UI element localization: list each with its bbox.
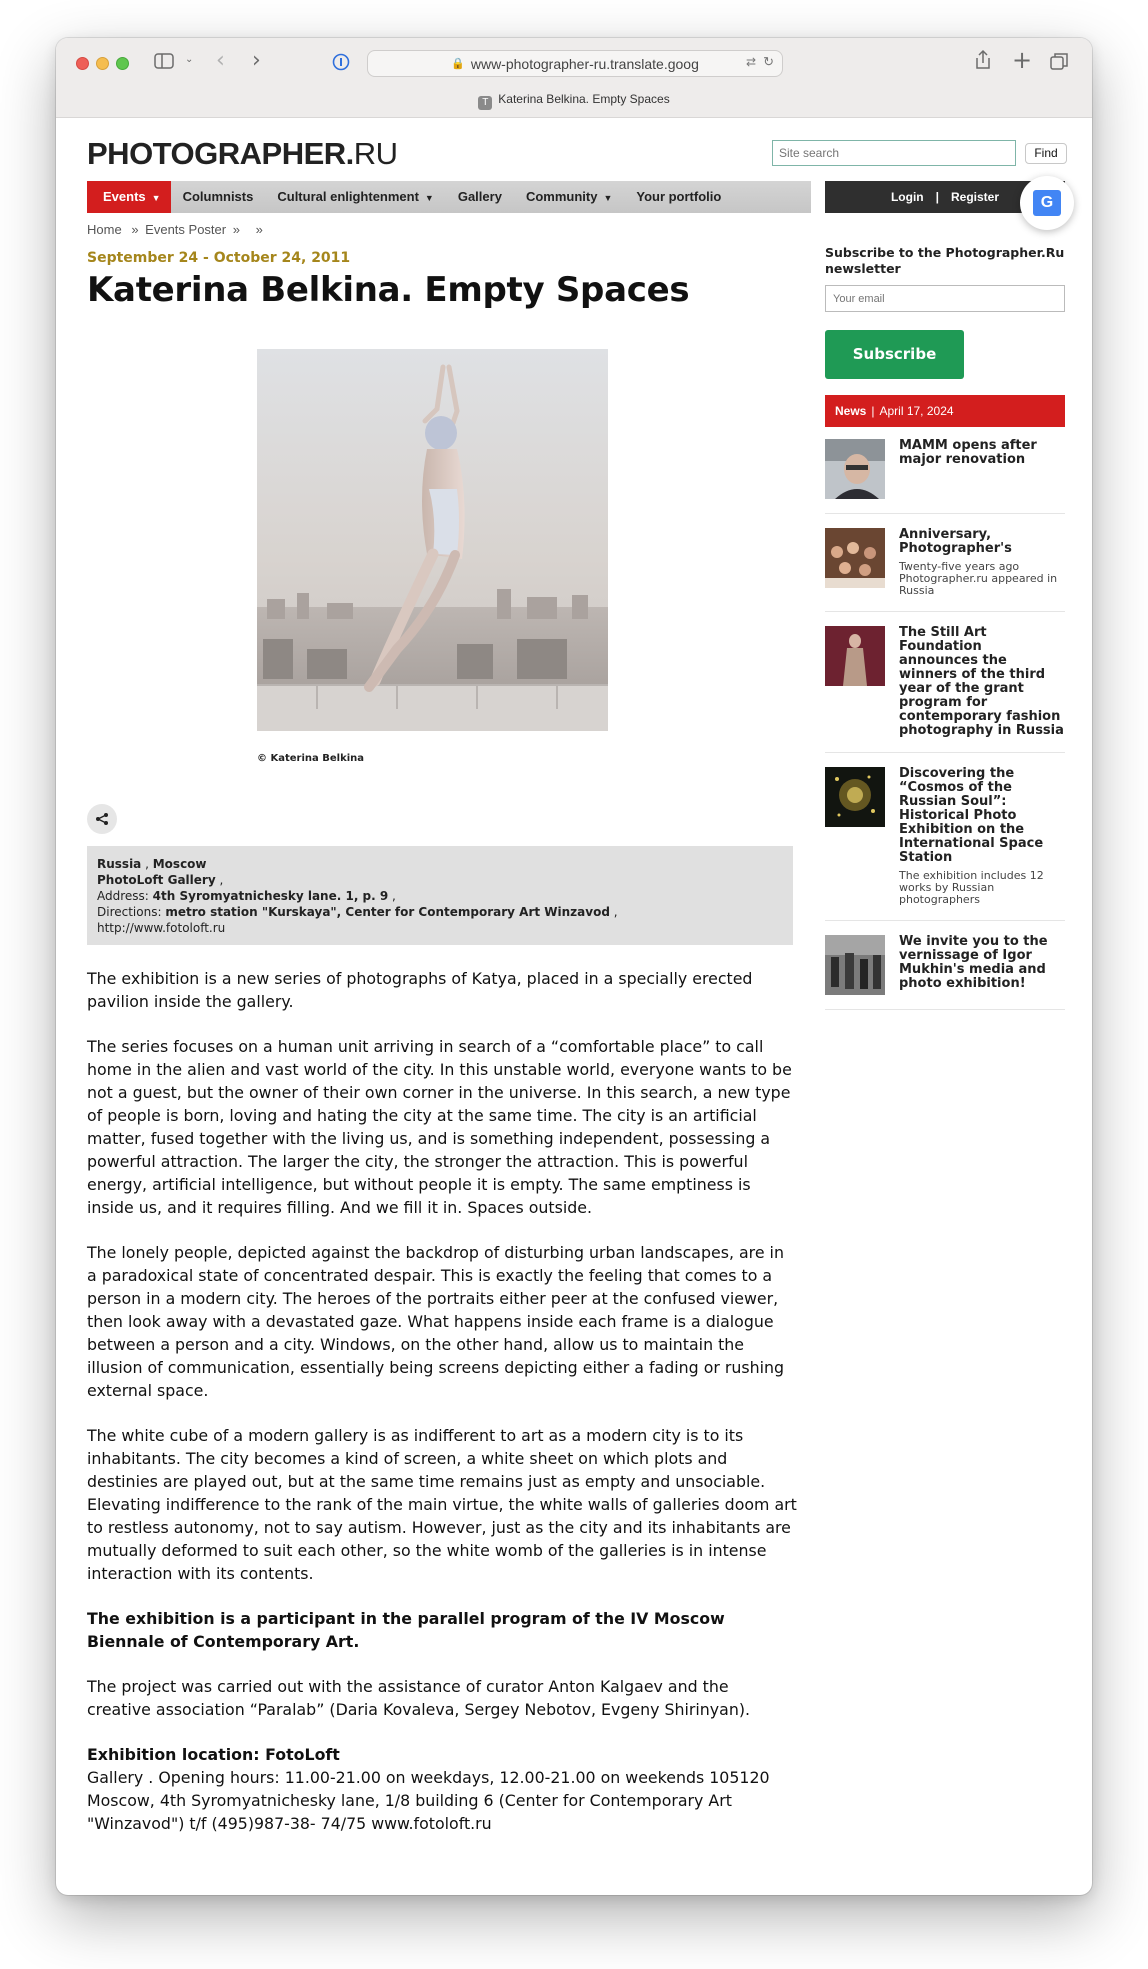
article-paragraph: The white cube of a modern gallery is as indifferent to art as a modern city is to its inhabitants. The city becomes a kind of screen, a white sheet on which plots and destinies are played out, but at the same time remains just as empty and unsociable. Elevating indifference to the rank of the main virtue, the white walls of galleries doom art to restless autonomy, not to say autism. However, just as the city and its inhabitants are mutually deformed to suit each other, so the white womb of the galleries is in intense interaction with its contents.: [87, 1426, 797, 1583]
news-separator: |: [871, 404, 875, 418]
breadcrumb-separator: »: [255, 222, 263, 237]
article-body: [87, 967, 797, 1857]
auth-separator: |: [935, 190, 939, 204]
subscribe-title: Subscribe to the Photographer.Ru newsletter: [825, 245, 1065, 276]
caret-down-icon: ▼: [424, 193, 434, 203]
exhibition-location: [87, 1743, 797, 1835]
site-search-input[interactable]: [772, 140, 1016, 166]
nav-cultural-enlightenment[interactable]: [265, 181, 445, 213]
google-translate-icon: G: [1033, 190, 1061, 216]
article-paragraph: The project was carried out with the assistance of curator Anton Kalgaev and the creative association “Paralab” (Daria Kovaleva, Sergey Nebotov, Evgeny Shirinyan).: [87, 1677, 751, 1719]
news-title[interactable]: Anniversary, Photographer's: [899, 527, 1012, 556]
nav-events-label: Events: [103, 189, 146, 204]
location-info-box: [87, 846, 793, 945]
news-description: Twenty-five years ago Photographer.ru appeared in Russia: [899, 560, 1058, 597]
nav-gallery[interactable]: [446, 181, 514, 213]
browser-window: [56, 38, 1092, 1895]
translate-icon[interactable]: ⇄: [745, 55, 756, 69]
nav-gallery-label: Gallery: [457, 189, 502, 204]
find-button[interactable]: Find: [1025, 143, 1067, 164]
exhibition-photo[interactable]: [257, 349, 608, 731]
venue-website-link[interactable]: http://www.fotoloft.ru: [97, 921, 226, 935]
logo-light: RU: [353, 136, 398, 171]
fotoloft-link[interactable]: www.fotoloft.ru: [371, 1814, 492, 1833]
news-thumbnail[interactable]: [825, 528, 885, 588]
nav-columnists-label: Columnists: [182, 189, 254, 204]
url-text: www-photographer-ru.translate.goog: [470, 55, 699, 72]
breadcrumb-home[interactable]: Home: [87, 222, 122, 237]
location-region: Russia , Moscow: [97, 857, 207, 871]
news-thumbnail[interactable]: [825, 935, 885, 995]
news-item[interactable]: [825, 753, 1065, 921]
breadcrumb: [87, 222, 263, 237]
breadcrumb-separator: »: [131, 222, 139, 237]
address-label: Address:: [97, 889, 149, 903]
news-description: The exhibition includes 12 works by Russian photographers: [899, 869, 1044, 906]
share-button[interactable]: [87, 804, 117, 834]
news-label: News: [835, 404, 867, 418]
news-item[interactable]: [825, 921, 1065, 1010]
tab-overview-icon[interactable]: [1050, 52, 1068, 74]
nav-cultural-label: Cultural enlightenment: [277, 189, 419, 204]
breadcrumb-events-poster[interactable]: Events Poster: [145, 222, 227, 237]
address-bar[interactable]: [367, 50, 783, 77]
venue-link[interactable]: PhotoLoft Gallery: [97, 873, 216, 887]
news-thumbnail[interactable]: [825, 767, 885, 827]
location-venue-row: PhotoLoft Gallery ,: [97, 873, 224, 887]
share-browser-icon[interactable]: [974, 49, 992, 75]
article-paragraph: The series focuses on a human unit arriving in search of a “comfortable place” to call home in the alien and vast world of the city. In this unstable world, everyone wants to be not a guest, but the owner of their own corner in the universe. In this search, a new type of people is born, loving and hating the city at the same time. The city is an artificial matter, fused together with the living us, and is something independent, possessing a powerful attraction. The larger the city, the stronger the attraction. This is powerful energy, artificial intelligence, but without people it is empty. The same emptiness is inside us, and it requires filling. And we fill it in. Spaces outside.: [87, 1037, 792, 1217]
chevron-down-icon[interactable]: ⌄: [185, 54, 194, 65]
event-dates: September 24 - October 24, 2011: [87, 250, 351, 266]
directions-value: metro station "Kurskaya", Center for Contemporary Art Winzavod: [165, 905, 610, 919]
share-icon: [95, 812, 109, 826]
nav-portfolio-label: Your portfolio: [636, 189, 722, 204]
subscribe-button[interactable]: Subscribe: [825, 330, 964, 379]
forward-icon[interactable]: ›: [252, 48, 261, 73]
nav-events[interactable]: [87, 181, 171, 213]
news-thumbnail[interactable]: [825, 626, 885, 686]
browser-toolbar: [56, 38, 1092, 118]
location-address-row: Address: 4th Syromyatnichesky lane. 1, p. 9 ,: [97, 889, 396, 903]
news-title[interactable]: MAMM opens after major renovation: [899, 438, 1037, 467]
news-date: April 17, 2024: [879, 404, 954, 418]
active-tab[interactable]: [56, 92, 1092, 110]
sidebar: [825, 245, 1065, 1010]
news-title[interactable]: We invite you to the vernissage of Igor Mukhin's media and photo exhibition!: [899, 934, 1048, 991]
location-directions-row: Directions: metro station "Kurskaya", Center for Contemporary Art Winzavod ,: [97, 905, 618, 919]
close-window-button[interactable]: [76, 57, 89, 70]
google-translate-button[interactable]: [1020, 176, 1074, 230]
login-link[interactable]: Login: [890, 190, 924, 204]
directions-label: Directions:: [97, 905, 162, 919]
tab-title: Katerina Belkina. Empty Spaces: [498, 92, 670, 106]
location-city: Moscow: [152, 857, 207, 871]
biennale-note: The exhibition is a participant in the parallel program of the IV Moscow Biennale of Contemporary Art.: [87, 1609, 725, 1651]
nav-community-label: Community: [525, 189, 598, 204]
news-item[interactable]: [825, 427, 1065, 514]
breadcrumb-separator: »: [232, 222, 240, 237]
register-link[interactable]: Register: [950, 190, 1000, 204]
news-thumbnail[interactable]: [825, 439, 885, 499]
sidebar-toggle-icon[interactable]: [154, 52, 174, 74]
location-country: Russia: [97, 857, 142, 871]
password-icon[interactable]: [332, 53, 350, 75]
article-paragraph: The exhibition is a new series of photographs of Katya, placed in a specially erected pavilion inside the gallery.: [87, 969, 753, 1011]
article-paragraph: The lonely people, depicted against the backdrop of disturbing urban landscapes, are in a paradoxical state of concentrated despair. This is exactly the feeling that comes to a person in a modern city. The heroes of the portraits either peer at the confused viewer, then look away with a devastated gaze. What happens inside each frame is a dialogue between a person and a city. Windows, on the other hand, allow us to maintain the illusion of communication, essentially being screens depicting either a fading or rushing external space.: [87, 1243, 785, 1400]
page-title: Katerina Belkina. Empty Spaces: [87, 270, 690, 310]
reload-icon[interactable]: ↻: [763, 54, 774, 69]
news-item[interactable]: [825, 612, 1065, 753]
back-icon[interactable]: ‹: [216, 48, 225, 73]
main-nav: [87, 181, 811, 213]
news-title[interactable]: The Still Art Foundation announces the winners of the third year of the grant program for contemporary fashion photography in Russia: [899, 625, 1064, 738]
favicon-icon: T: [478, 96, 492, 110]
new-tab-icon[interactable]: +: [1012, 46, 1033, 74]
logo-bold: PHOTOGRAPHER.: [87, 136, 354, 171]
news-title[interactable]: Discovering the “Cosmos of the Russian Soul”: Historical Photo Exhibition on the International Space Station: [899, 766, 1044, 865]
photo-caption: © Katerina Belkina: [257, 753, 365, 764]
zoom-window-button[interactable]: [116, 57, 129, 70]
nav-your-portfolio[interactable]: [624, 181, 733, 213]
location-heading: Exhibition location: FotoLoft: [87, 1745, 340, 1764]
lock-icon: 🔒: [451, 58, 465, 70]
site-logo[interactable]: [87, 136, 398, 172]
location-text: Gallery . Opening hours: 11.00-21.00 on weekdays, 12.00-21.00 on weekends 105120 Moscow, 4th Syromyatnichesky lane, 1/8 building 6 (Center for Contemporary Art "Winzavod") t/f (495)987-38- 74/75: [87, 1768, 770, 1833]
email-field[interactable]: [825, 285, 1065, 312]
nav-columnists[interactable]: [171, 181, 266, 213]
address-value: 4th Syromyatnichesky lane. 1, p. 9: [152, 889, 389, 903]
news-item[interactable]: [825, 514, 1065, 612]
news-header: [825, 395, 1065, 427]
caret-down-icon: ▼: [603, 193, 613, 203]
minimize-window-button[interactable]: [96, 57, 109, 70]
caret-down-icon: ▼: [151, 193, 161, 203]
nav-community[interactable]: [514, 181, 624, 213]
